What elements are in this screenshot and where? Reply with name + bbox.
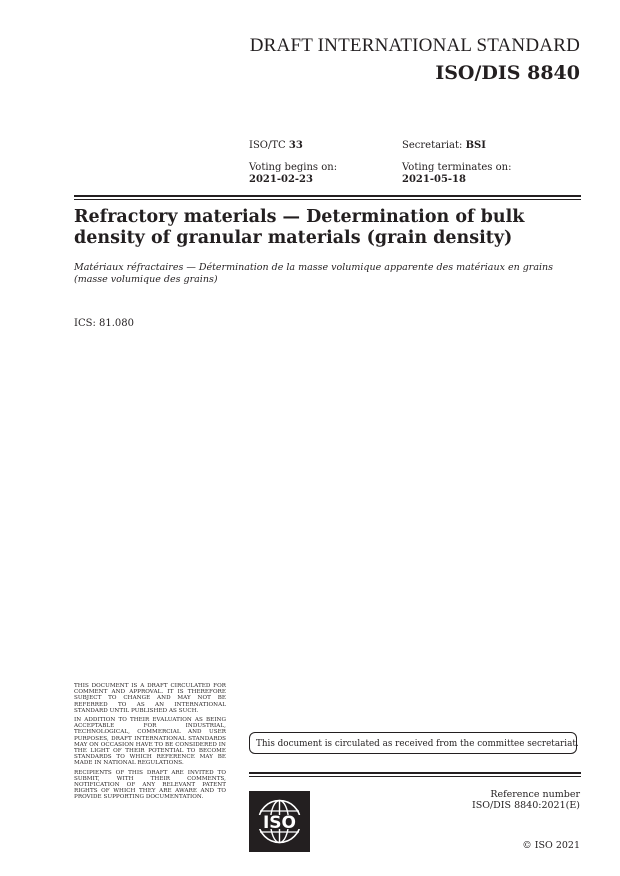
circulation-note-box: This document is circulated as received from the committee secretariat. bbox=[249, 732, 577, 754]
draft-notice-paragraph-2: IN ADDITION TO THEIR EVALUATION AS BEING ACCEPTABLE FOR INDUSTRIAL, TECHNOLOGICAL, COMMERCIAL AND USER PURPOSES, DRAFT INTERNATIONAL STANDARDS MAY ON OCCASION HAVE TO BE CONSIDERED IN THE LIGHT OF THEIR POTENTIAL TO BECOME STANDARDS TO WHICH REFERENCE MAY BE MADE IN NATIONAL REGULATIONS. bbox=[74, 717, 226, 767]
secretariat-value: BSI bbox=[465, 140, 486, 151]
voting-terminates bbox=[402, 162, 511, 186]
draft-notice-paragraph-3: RECIPIENTS OF THIS DRAFT ARE INVITED TO SUBMIT, WITH THEIR COMMENTS, NOTIFICATION OF ANY RELEVANT PATENT RIGHTS OF WHICH THEY ARE AWARE AND TO PROVIDE SUPPORTING DOCUMENTATION. bbox=[74, 769, 226, 801]
french-title: Matériaux réfractaires — Détermination de la masse volumique apparente des matériaux en grains (masse volumique des grains) bbox=[74, 262, 554, 285]
secretariat bbox=[402, 140, 486, 152]
draft-notice bbox=[74, 683, 226, 804]
technical-committee bbox=[249, 140, 303, 152]
footer-divider-thin bbox=[249, 776, 581, 777]
voting-begins-label: Voting begins on: bbox=[249, 162, 338, 173]
voting-terminates-label: Voting terminates on: bbox=[402, 162, 512, 173]
draft-notice-paragraph-1: THIS DOCUMENT IS A DRAFT CIRCULATED FOR COMMENT AND APPROVAL. IT IS THEREFORE SUBJECT TO CHANGE AND MAY NOT BE REFERRED TO AS AN INTERNATIONAL STANDARD UNTIL PUBLISHED AS SUCH. bbox=[74, 683, 226, 714]
tc-label: ISO/TC bbox=[249, 140, 286, 151]
document-number: ISO/DIS 8840 bbox=[435, 62, 580, 84]
iso-logo bbox=[249, 791, 310, 852]
document-title: Refractory materials — Determination of bulk density of granular materials (grain density) bbox=[74, 207, 525, 248]
secretariat-label: Secretariat: bbox=[402, 140, 463, 151]
reference-label: Reference number bbox=[490, 789, 580, 800]
document-type-title: DRAFT INTERNATIONAL STANDARD bbox=[249, 35, 580, 56]
copyright: © ISO 2021 bbox=[522, 840, 580, 851]
reference-number: ISO/DIS 8840:2021(E) bbox=[471, 800, 580, 811]
voting-terminates-date: 2021-05-18 bbox=[402, 174, 466, 185]
voting-begins bbox=[249, 162, 337, 186]
ics-code: ICS: 81.080 bbox=[74, 318, 134, 329]
footer-divider-thick bbox=[249, 772, 581, 774]
header-divider-thick bbox=[74, 195, 581, 197]
iso-logo-text: ISO bbox=[262, 813, 297, 833]
tc-value: 33 bbox=[288, 140, 303, 151]
header-divider-thin bbox=[74, 199, 581, 200]
reference-block bbox=[472, 789, 580, 811]
voting-begins-date: 2021-02-23 bbox=[249, 174, 313, 185]
